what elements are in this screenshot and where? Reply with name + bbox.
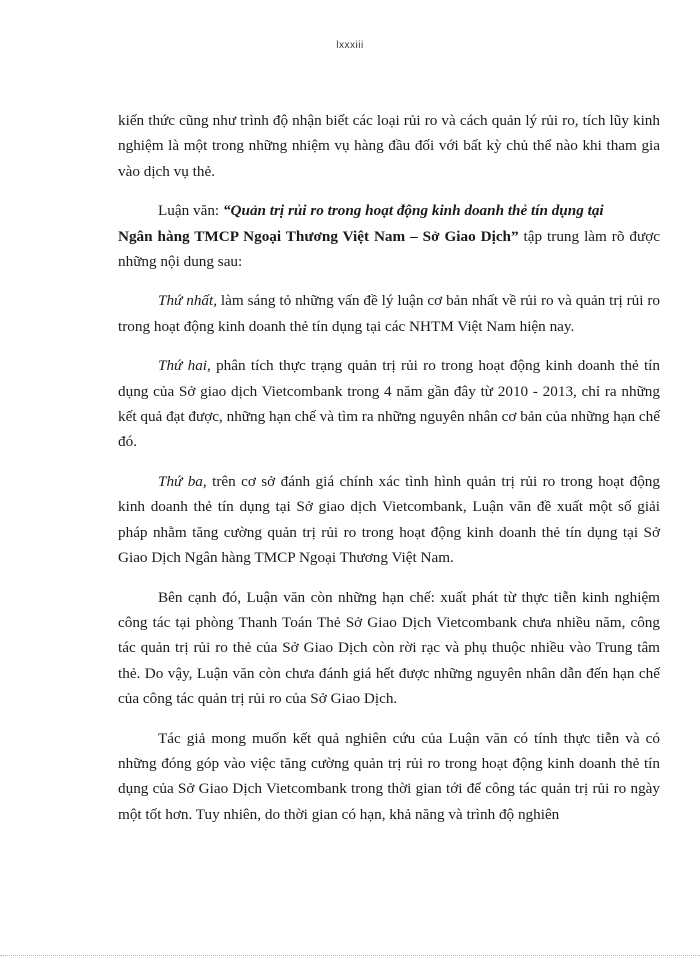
text-first: làm sáng tỏ những vấn đề lý luận cơ bản nhất về rủi ro và quản trị rủi ro trong hoạt động kinh doanh thẻ tín dụng tại các NHTM Việt Nam hiện nay. [118,292,660,335]
paragraph-continuation: kiến thức cũng như trình độ nhận biết các loại rủi ro và cách quản lý rủi ro, tích lũy kinh nghiệm là một trong những nhiệm vụ hàng đầu đối với bất kỳ chủ thể nào khi tham gia vào dịch vụ thẻ. [118,112,660,180]
page-bottom-divider [0,955,700,956]
paragraph-limitations: Bên cạnh đó, Luận văn còn những hạn chế: xuất phát từ thực tiễn kinh nghiệm công tác tại phòng Thanh Toán Thẻ Sở Giao Dịch Vietcombank chưa nhiều năm, công tác quản trị rủi ro thẻ của Sở Giao Dịch còn rời rạc và phụ thuộc nhiều vào Trung tâm thẻ. Do vậy, Luận văn còn chưa đánh giá hết được những nguyên nhân dẫn đến hạn chế của công tác quản trị rủi ro của Sở Giao Dịch. [118,588,660,708]
paragraph-second [118,353,660,455]
thesis-title-italic: “Quản trị rủi ro trong hoạt động kinh doanh thẻ tín dụng tại [222,202,604,220]
label-third: Thứ ba, [158,472,207,490]
label-first: Thứ nhất, [158,292,218,310]
text-third: trên cơ sở đánh giá chính xác tình hình quản trị rủi ro trong hoạt động kinh doanh thẻ tín dụng tại Sở giao dịch Vietcombank, Luận văn đề xuất một số giải pháp nhằm tăng cường quản trị rủi ro trong hoạt động kinh doanh thẻ tín dụng tại Sở Giao Dịch Ngân hàng TMCP Ngoại Thương Việt Nam. [118,472,660,567]
paragraph-thesis-title [118,198,660,274]
thesis-lead: Luận văn: [158,202,223,220]
thesis-title-bold: Ngân hàng TMCP Ngoại Thương Việt Nam – Sở Giao Dịch” [118,227,519,245]
text-second: phân tích thực trạng quản trị rủi ro trong hoạt động kinh doanh thẻ tín dụng của Sở giao dịch Vietcombank trong 4 năm gần đây từ 2010 - 2013, chỉ ra những kết quả đạt được, những hạn chế và tìm ra những nguyên nhân cơ bản của những hạn chế đó. [118,357,660,451]
thesis-rest: tập trung làm rõ được những nội dung sau: [118,227,660,271]
document-body [118,108,660,827]
page-number: lxxxiii [336,40,364,51]
label-second: Thứ hai, [158,357,211,375]
paragraph-first [118,288,660,339]
paragraph-conclusion: Tác giả mong muốn kết quả nghiên cứu của Luận văn có tính thực tiễn và có những đóng góp vào việc tăng cường quản trị rủi ro trong hoạt động kinh doanh thẻ tín dụng của Sở Giao Dịch Vietcombank trong thời gian tới để công tác quản trị rủi ro ngày một tốt hơn. Tuy nhiên, do thời gian có hạn, khả năng và trình độ nghiên [118,729,660,823]
paragraph-third [118,469,660,571]
